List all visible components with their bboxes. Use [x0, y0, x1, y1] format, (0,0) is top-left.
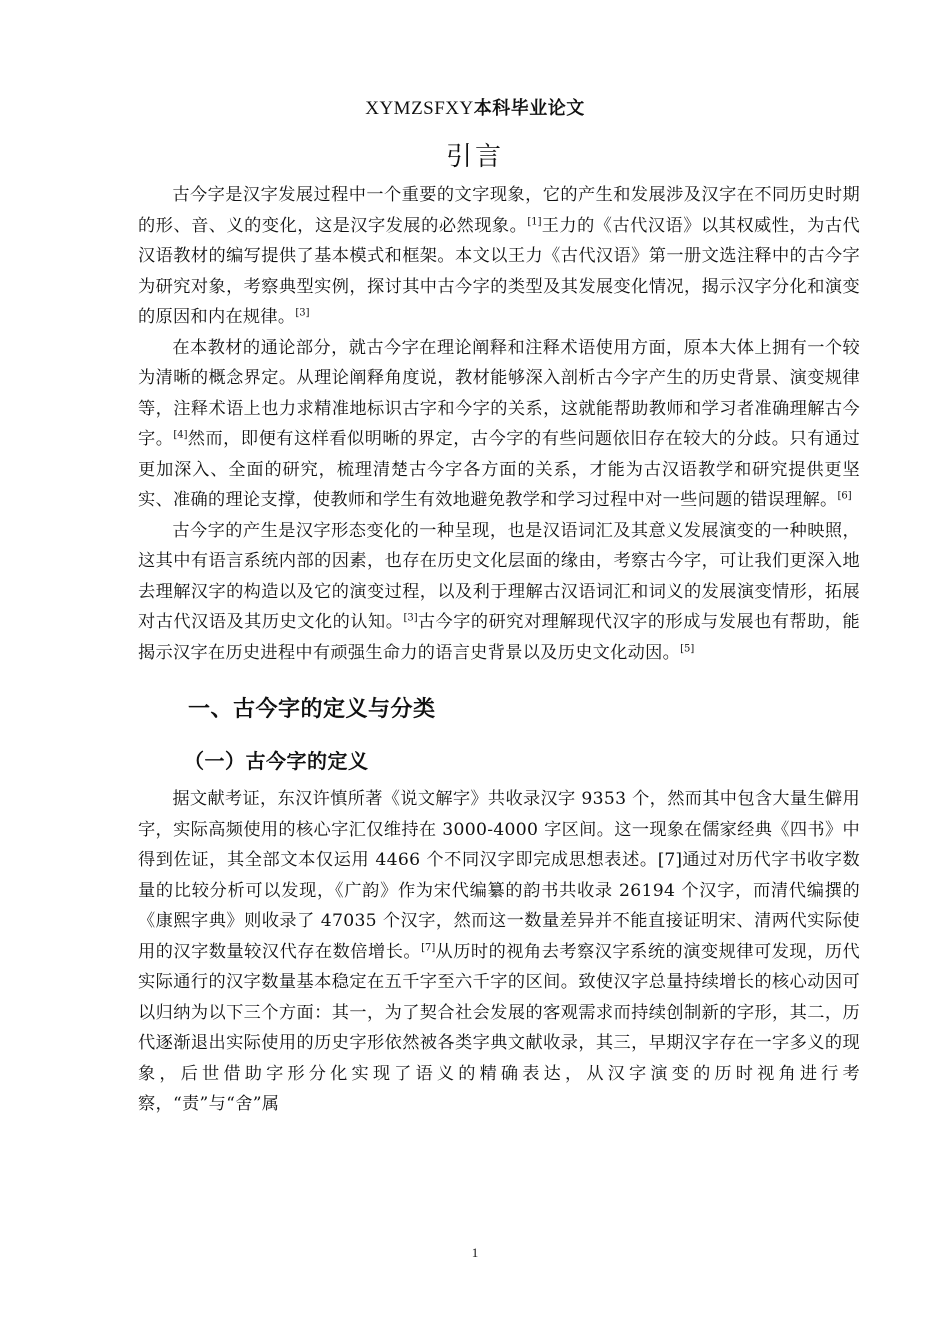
section-heading: 一、古今字的定义与分类 [188, 697, 436, 722]
subsection-heading: （一）古今字的定义 [184, 749, 369, 773]
paragraph-text: 古今字的产生是汉字形态变化的一种呈现，也是汉语词汇及其意义发展演变的一种映照，这其中有语言系统内部的因素，也存在历史文化层面的缘由，考察古今字，可让我们更深入地去理解汉字的构造以及它的演变过程，以及利于理解古汉语词汇和词义的发展演变情形，拓展对古代汉语及其历史文化的认知。 [138, 520, 860, 632]
paragraph-text: 古今字的研究对理解现代汉字的形成与发展也有帮助，能揭示汉字在历史进程中有顽强生命力的语言史背景以及历史文化动因。 [138, 612, 860, 663]
definition-paragraph [138, 784, 860, 1120]
page-title: 引言 [445, 142, 504, 172]
citation-ref: [7] [657, 850, 683, 870]
citation-ref: [1] [527, 215, 542, 227]
citation-ref: [6] [837, 490, 852, 502]
page-number: 1 [471, 1245, 479, 1260]
paragraph-text: 通过对历代字书收字数量的比较分析可以发现，《广韵》作为宋代编纂的韵书共收录 26194 个汉字，而清代编撰的《康熙字典》则收录了 47035 个汉字，然而这一数量差异并不能直接证明宋、清两代实际使用的汉字数量较汉代存在数倍增长。 [138, 850, 860, 962]
paragraph-text: 王力的《古代汉语》以其权威性，为古代汉语教材的编写提供了基本模式和框架。本文以王力《古代汉语》第一册文选注释中的古今字为研究对象，考察典型实例，探讨其中古今字的类型及其发展变化情况，揭示汉字分化和演变的原因和内在规律。 [138, 215, 861, 327]
citation-ref: [4] [173, 429, 188, 441]
paragraph-text: 在本教材的通论部分，就古今字在理论阐释和注释术语使用方面，原本大体上拥有一个较为清晰的概念界定。从理论阐释角度说，教材能够深入剖析古今字产生的历史背景、演变规律等，注释术语上也力求精准地标识古字和今字的关系，这就能帮助教师和学习者准确理解古今字。 [138, 337, 860, 449]
intro-paragraph-1 [138, 180, 860, 333]
paragraph-text: 然而，即便有这样看似明晰的界定，古今字的有些问题依旧存在较大的分歧。只有通过更加深入、全面的研究，梳理清楚古今字各方面的关系，才能为古汉语教学和研究提供更坚实、准确的理论支撑，使教师和学生有效地避免教学和学习过程中对一些问题的错误理解。 [138, 429, 861, 510]
document-body [138, 180, 860, 1120]
citation-ref: [3] [403, 612, 418, 624]
citation-ref: [7] [421, 941, 436, 953]
intro-paragraph-3 [138, 516, 860, 669]
paragraph-text: 古今字是汉字发展过程中一个重要的文字现象，它的产生和发展涉及汉字在不同历史时期的形、音、义的变化，这是汉字发展的必然现象。 [138, 185, 860, 236]
header-school-code: XYMZSFXY [365, 98, 474, 119]
citation-ref: [3] [295, 307, 310, 319]
citation-ref: [5] [680, 642, 695, 654]
paragraph-text: 从历时的视角去考察汉字系统的演变规律可发现，历代实际通行的汉字数量基本稳定在五千字至六千字的区间。致使汉字总量持续增长的核心动因可以归纳为以下三个方面：其一，为了契合社会发展的客观需求而持续创制新的字形，其二，历代逐渐退出实际使用的历史字形依然被各类字典文献收录，其三，早期汉字存在一字多义的现象，后世借助字形分化实现了语义的精确表达，从汉字演变的历时视角进行考察，“责”与“舍”属 [138, 941, 861, 1114]
intro-paragraph-2 [138, 333, 860, 516]
header-thesis-label: 本科毕业论文 [473, 98, 585, 119]
paragraph-text: 据文献考证，东汉许慎所著《说文解字》共收录汉字 9353 个，然而其中包含大量生僻用字，实际高频使用的核心字汇仅维持在 3000-4000 字区间。这一现象在儒家经典《四书》中得到佐证，其全部文本仅运用 4466 个不同汉字即完成思想表述。 [138, 789, 860, 870]
running-header [0, 96, 950, 122]
